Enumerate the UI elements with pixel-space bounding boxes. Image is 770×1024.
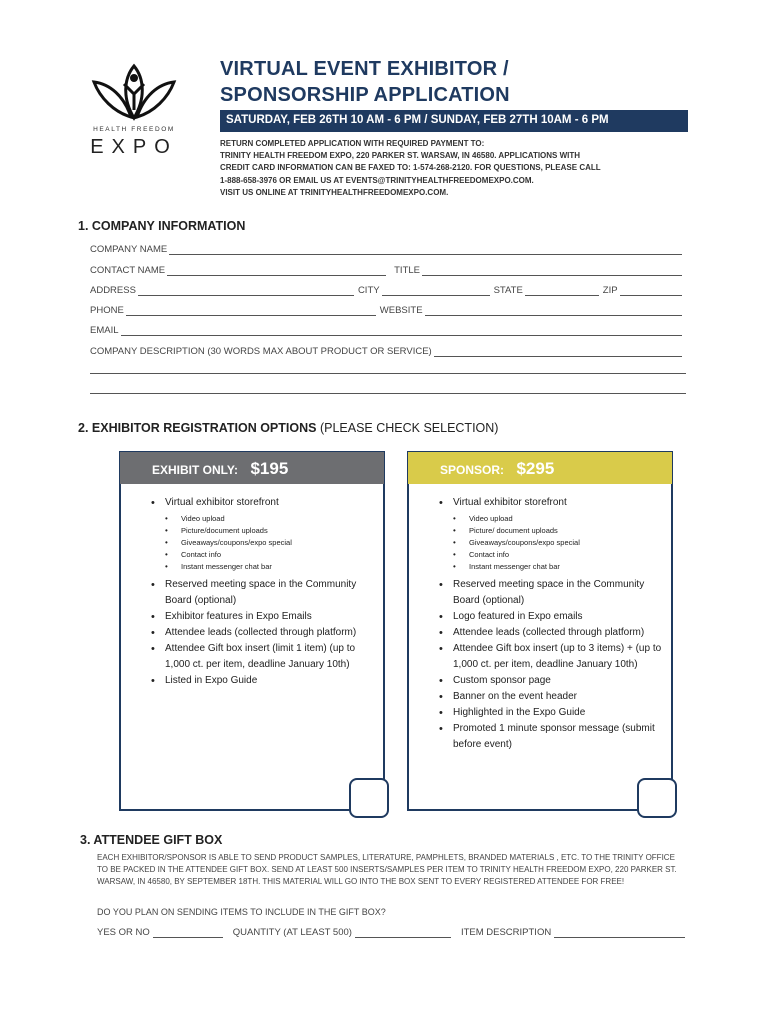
email-label: EMAIL — [90, 325, 119, 336]
address-field[interactable] — [138, 286, 354, 296]
title-label: TITLE — [394, 265, 420, 276]
city-label: CITY — [357, 285, 380, 296]
list-item: • Contact info — [453, 549, 669, 561]
gift-section-heading: 3. ATTENDEE GIFT BOX — [80, 833, 223, 847]
options-section-heading — [78, 421, 498, 435]
title-field[interactable] — [422, 266, 682, 276]
sponsor-checkbox[interactable] — [637, 778, 677, 818]
gift-instructions: EACH EXHIBITOR/SPONSOR IS ABLE TO SEND PRODUCT SAMPLES, LITERATURE, PAMPHLETS, BRANDED MATERIALS , ETC. TO THE TRINITY OFFICE TO BE PACKED IN THE ATTENDEE GIFT BOX. SEND AT LEAST 500 INSERTS/SAMPLES PER ITEM TO TRINITY HEALTH FREEDOM EXPO, 220 PARKER ST. WARSAW, IN 46580, BY SEPTEMBER 18TH. THIS MATERIAL WILL GO INTO THE BOX SENT TO EVERY REGISTERED ATTENDEE FOR FREE! — [97, 853, 677, 886]
phone-row — [90, 302, 686, 316]
logo-big-text: EXPO — [90, 136, 178, 158]
return-line: VISIT US ONLINE AT TRINITYHEALTHFREEDOMEXPO.COM. — [220, 187, 449, 197]
list-item: • Attendee leads (collected through platform) — [149, 625, 381, 641]
quantity-label: QUANTITY (AT LEAST 500) — [232, 927, 352, 938]
phone-field[interactable] — [126, 306, 376, 316]
description-field[interactable] — [434, 347, 682, 357]
contact-row — [90, 262, 686, 276]
return-line: RETURN COMPLETED APPLICATION WITH REQUIRED PAYMENT TO: — [220, 139, 485, 148]
website-field[interactable] — [425, 306, 682, 316]
email-row — [90, 322, 686, 336]
list-item: • Contact info — [165, 549, 381, 561]
return-line: TRINITY HEALTH FREEDOM EXPO, 220 PARKER ST. WARSAW, IN 46580. APPLICATIONS WITH — [220, 151, 581, 161]
list-item: • Attendee Gift box insert (limit 1 item) (up to 1,000 ct. per item, deadline January 10th) — [149, 641, 381, 673]
company-section-heading: 1. COMPANY INFORMATION — [78, 219, 246, 233]
list-item: • Instant messenger chat bar — [453, 561, 669, 573]
storefront-features — [453, 513, 669, 573]
exhibit-benefits-list — [149, 495, 381, 689]
list-item: • Attendee leads (collected through platform) — [437, 625, 669, 641]
list-item: • Logo featured in Expo emails — [437, 609, 669, 625]
state-field[interactable] — [525, 286, 599, 296]
email-field[interactable] — [121, 326, 682, 336]
city-field[interactable] — [382, 286, 490, 296]
description-line[interactable] — [90, 393, 686, 394]
yes-no-field[interactable] — [153, 928, 223, 938]
list-item: • Picture/document uploads — [165, 525, 381, 537]
contact-name-label: CONTACT NAME — [90, 265, 166, 276]
gift-question: DO YOU PLAN ON SENDING ITEMS TO INCLUDE IN THE GIFT BOX? — [97, 907, 386, 917]
list-item: • Highlighted in the Expo Guide — [437, 705, 669, 721]
description-label: COMPANY DESCRIPTION (30 WORDS MAX ABOUT PRODUCT OR SERVICE) — [90, 346, 432, 357]
exhibit-checkbox[interactable] — [349, 778, 389, 818]
zip-label: ZIP — [602, 285, 618, 296]
list-item: • Giveaways/coupons/expo special — [453, 537, 669, 549]
list-item: • Instant messenger chat bar — [165, 561, 381, 573]
list-item: • Exhibitor features in Expo Emails — [149, 609, 381, 625]
yes-no-label: YES OR NO — [97, 927, 150, 938]
item-description-field[interactable] — [554, 928, 685, 938]
company-name-row — [90, 241, 686, 255]
state-label: STATE — [493, 285, 523, 296]
company-name-label: COMPANY NAME — [90, 244, 168, 255]
sponsor-option-box — [407, 451, 673, 811]
sponsor-option-price: $295 — [516, 459, 555, 478]
company-name-field[interactable] — [169, 245, 682, 255]
return-line: CREDIT CARD INFORMATION CAN BE FAXED TO: 1-574-268-2120. FOR QUESTIONS, PLEASE CALL — [220, 163, 601, 173]
address-label: ADDRESS — [90, 285, 136, 296]
lotus-figure-icon — [84, 62, 184, 124]
list-item-text: Virtual exhibitor storefront — [453, 497, 567, 508]
phone-label: PHONE — [90, 305, 124, 316]
list-item: • Listed in Expo Guide — [149, 673, 381, 689]
return-line: 1-888-658-3976 OR EMAIL US AT EVENTS@TRINITYHEALTHFREEDOMEXPO.COM. — [220, 175, 534, 185]
gift-answer-row — [97, 924, 685, 938]
options-heading-note: (PLEASE CHECK SELECTION) — [319, 421, 499, 435]
return-instructions — [220, 138, 680, 199]
list-item-text: Virtual exhibitor storefront — [165, 497, 279, 508]
sponsor-benefits-list — [437, 495, 669, 753]
expo-logo — [80, 62, 190, 162]
item-description-label: ITEM DESCRIPTION — [460, 927, 552, 938]
website-label: WEBSITE — [379, 305, 423, 316]
zip-field[interactable] — [620, 286, 682, 296]
list-item: • Video upload — [453, 513, 669, 525]
exhibit-option-header — [120, 452, 384, 484]
list-item — [437, 495, 669, 573]
list-item: • Reserved meeting space in the Community Board (optional) — [437, 577, 669, 609]
exhibit-option-box — [119, 451, 385, 811]
list-item: • Video upload — [165, 513, 381, 525]
title-line-2: SPONSORSHIP APPLICATION — [220, 84, 510, 106]
sponsor-option-label: SPONSOR: — [440, 463, 505, 477]
page-title — [220, 56, 510, 108]
list-item — [149, 495, 381, 573]
options-heading-text: 2. EXHIBITOR REGISTRATION OPTIONS — [78, 421, 317, 435]
contact-name-field[interactable] — [167, 266, 386, 276]
list-item: • Banner on the event header — [437, 689, 669, 705]
list-item: • Attendee Gift box insert (up to 3 items) + (up to 1,000 ct. per item, deadline January 10th) — [437, 641, 669, 673]
list-item: • Picture/ document uploads — [453, 525, 669, 537]
description-row — [90, 343, 686, 357]
list-item: • Reserved meeting space in the Community Board (optional) — [149, 577, 381, 609]
address-row — [90, 282, 686, 296]
list-item: • Custom sponsor page — [437, 673, 669, 689]
sponsor-option-header — [408, 452, 672, 484]
list-item: • Giveaways/coupons/expo special — [165, 537, 381, 549]
title-line-1: VIRTUAL EVENT EXHIBITOR / — [220, 58, 509, 80]
description-line[interactable] — [90, 373, 686, 374]
storefront-features — [165, 513, 381, 573]
event-dates-bar: SATURDAY, FEB 26TH 10 AM - 6 PM / SUNDAY, FEB 27TH 10AM - 6 PM — [220, 110, 688, 132]
exhibit-option-label: EXHIBIT ONLY: — [152, 463, 239, 477]
exhibit-option-price: $195 — [250, 459, 289, 478]
list-item: • Promoted 1 minute sponsor message (submit before event) — [437, 721, 669, 753]
logo-small-text: HEALTH FREEDOM — [93, 126, 175, 133]
quantity-field[interactable] — [355, 928, 451, 938]
